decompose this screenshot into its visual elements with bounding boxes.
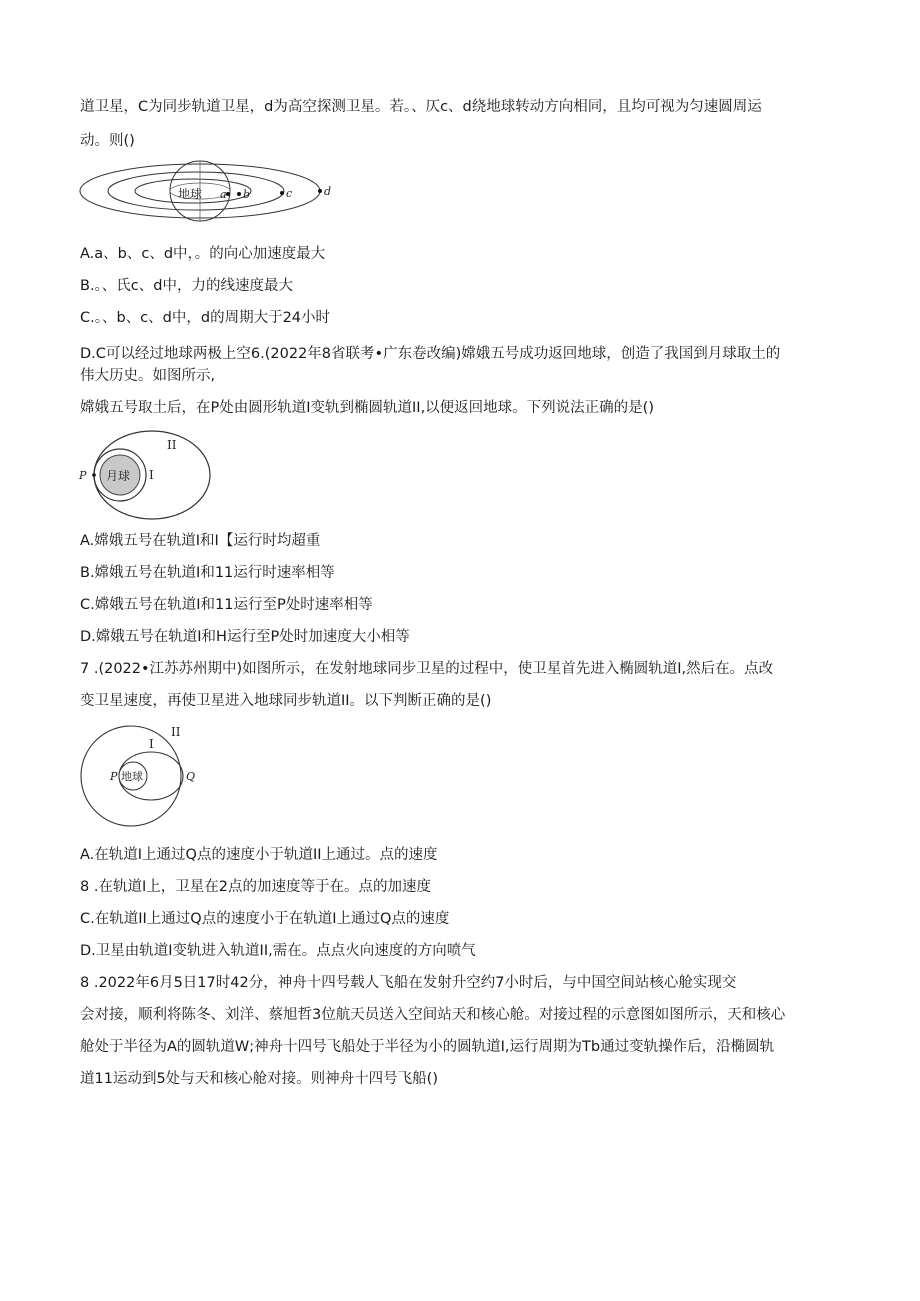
q6-option-d: D.嫦娥五号在轨道I和H运行至P处时加速度大小相等	[80, 629, 410, 645]
q5-stem-line-2: 动。则()	[80, 133, 135, 149]
q7-option-b: 8 .在轨道I上，卫星在2点的加速度等于在。点的加速度	[80, 879, 431, 895]
satellite-d-label: d	[324, 185, 332, 198]
q6-stem-line-2: 嫦娥五号取土后，在P处由圆形轨道I变轨到椭圆轨道II,以便返回地球。下列说法正确的是()	[80, 400, 654, 416]
q7-option-c: C.在轨道II上通过Q点的速度小于在轨道I上通过Q点的速度	[80, 911, 450, 927]
q8-stem-line-2: 会对接，顺利将陈冬、刘洋、蔡旭哲3位航天员送入空间站天和核心舱。对接过程的示意图如图所示，天和核心	[80, 1007, 786, 1023]
q6-option-a: A.嫦娥五号在轨道I和I【运行时均超重	[80, 533, 321, 549]
q6-stem-line-1: 伟大历史。如图所示,	[80, 368, 216, 384]
satellite-a-dot	[226, 192, 230, 196]
q6-option-b: B.嫦娥五号在轨道I和11运行时速率相等	[80, 565, 335, 581]
q5-orbit-figure	[78, 160, 338, 222]
q7-option-a: A.在轨道I上通过Q点的速度小于轨道II上通过。点的速度	[80, 847, 438, 863]
q8-stem-line-3: 舱处于半径为A的圆轨道W;神舟十四号飞船处于半径为小的圆轨道I,运行周期为Tb通过变轨操作后，沿椭圆轨	[80, 1039, 775, 1055]
earth-label: 地球	[178, 187, 203, 201]
point-P-label: P	[110, 770, 118, 783]
q7-transfer-orbit-figure	[78, 722, 202, 830]
satellite-b-label: b	[243, 188, 251, 201]
satellite-d-dot	[318, 189, 322, 193]
q7-stem-line-2: 变卫星速度，再使卫星进入地球同步轨道II。以下判断正确的是()	[80, 693, 492, 709]
q6-option-c: C.嫦娥五号在轨道I和11运行至P处时速率相等	[80, 597, 373, 613]
point-P-label: P	[79, 469, 87, 482]
point-P-dot	[92, 473, 96, 477]
q5-option-b: B.。、氏c、d中，力的线速度最大	[80, 278, 293, 294]
q7-option-d: D.卫星由轨道I变轨进入轨道II,需在。点点火向速度的方向喷气	[80, 943, 476, 959]
orbit-I-label: I	[149, 468, 154, 482]
satellite-a-label: a	[220, 188, 227, 201]
satellite-c-label: c	[286, 187, 293, 200]
moon-label: 月球	[106, 469, 131, 483]
earth-label: 地球	[121, 770, 143, 783]
orbit-II-label: II	[171, 725, 181, 739]
satellite-c-dot	[280, 191, 284, 195]
q8-stem-line-1: 8 .2022年6月5日17时42分，神舟十四号载人飞船在发射升空约7小时后，与中国空间站核心舱实现交	[80, 975, 737, 991]
point-Q-label: Q	[186, 770, 196, 783]
orbit-II-label: II	[167, 438, 177, 452]
q8-stem-line-4: 道11运动到5处与天和核心舱对接。则神舟十四号飞船()	[80, 1071, 438, 1087]
q5-option-d: D.C可以经过地球两极上空6.(2022年8省联考•广东卷改编)嫦娥五号成功返回地球，创造了我国到月球取土的	[80, 346, 781, 362]
satellite-b-dot	[237, 192, 241, 196]
q7-stem-line-1: 7 .(2022•江苏苏州期中)如图所示，在发射地球同步卫星的过程中，使卫星首先进入椭圆轨道I,然后在。点改	[80, 661, 774, 677]
q6-moon-orbit-figure	[76, 427, 216, 523]
q5-stem-line-1: 道卫星，C为同步轨道卫星，d为高空探测卫星。若。、仄c、d绕地球转动方向相同，且均可视为匀速圆周运	[80, 99, 762, 115]
q5-option-c: C.。、b、c、d中，d的周期大于24小时	[80, 310, 331, 326]
orbit-I-label: I	[149, 737, 154, 751]
q5-option-a: A.a、b、c、d中，。的向心加速度最大	[80, 246, 326, 262]
